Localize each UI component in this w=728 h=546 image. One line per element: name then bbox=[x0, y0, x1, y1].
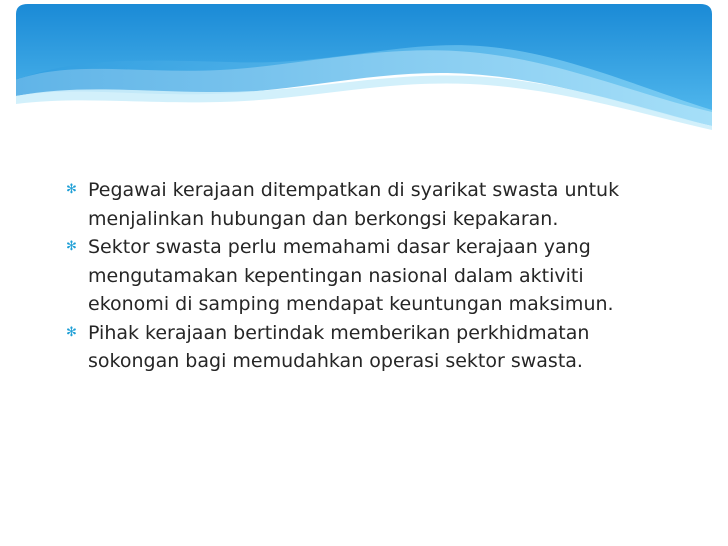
bullet-text: Pihak kerajaan bertindak memberikan perkhidmatan sokongan bagi memudahkan operasi sektor swasta. bbox=[88, 321, 590, 372]
bullet-text: Pegawai kerajaan ditempatkan di syarikat swasta untuk menjalinkan hubungan dan berkongsi kepakaran. bbox=[88, 179, 620, 230]
bullet-list bbox=[66, 176, 666, 376]
asterisk-bullet-icon: ✻ bbox=[66, 182, 77, 197]
bullet-text: Sektor swasta perlu memahami dasar kerajaan yang mengutamakan kepentingan nasional dalam aktiviti ekonomi di samping mendapat keuntungan maksimun. bbox=[88, 236, 614, 315]
header-wave-banner bbox=[0, 0, 728, 140]
bullet-item bbox=[66, 176, 666, 233]
asterisk-bullet-icon: ✻ bbox=[66, 324, 77, 340]
bullet-item bbox=[66, 233, 666, 319]
bullet-item bbox=[66, 319, 666, 376]
asterisk-bullet-icon: ✻ bbox=[66, 239, 77, 254]
